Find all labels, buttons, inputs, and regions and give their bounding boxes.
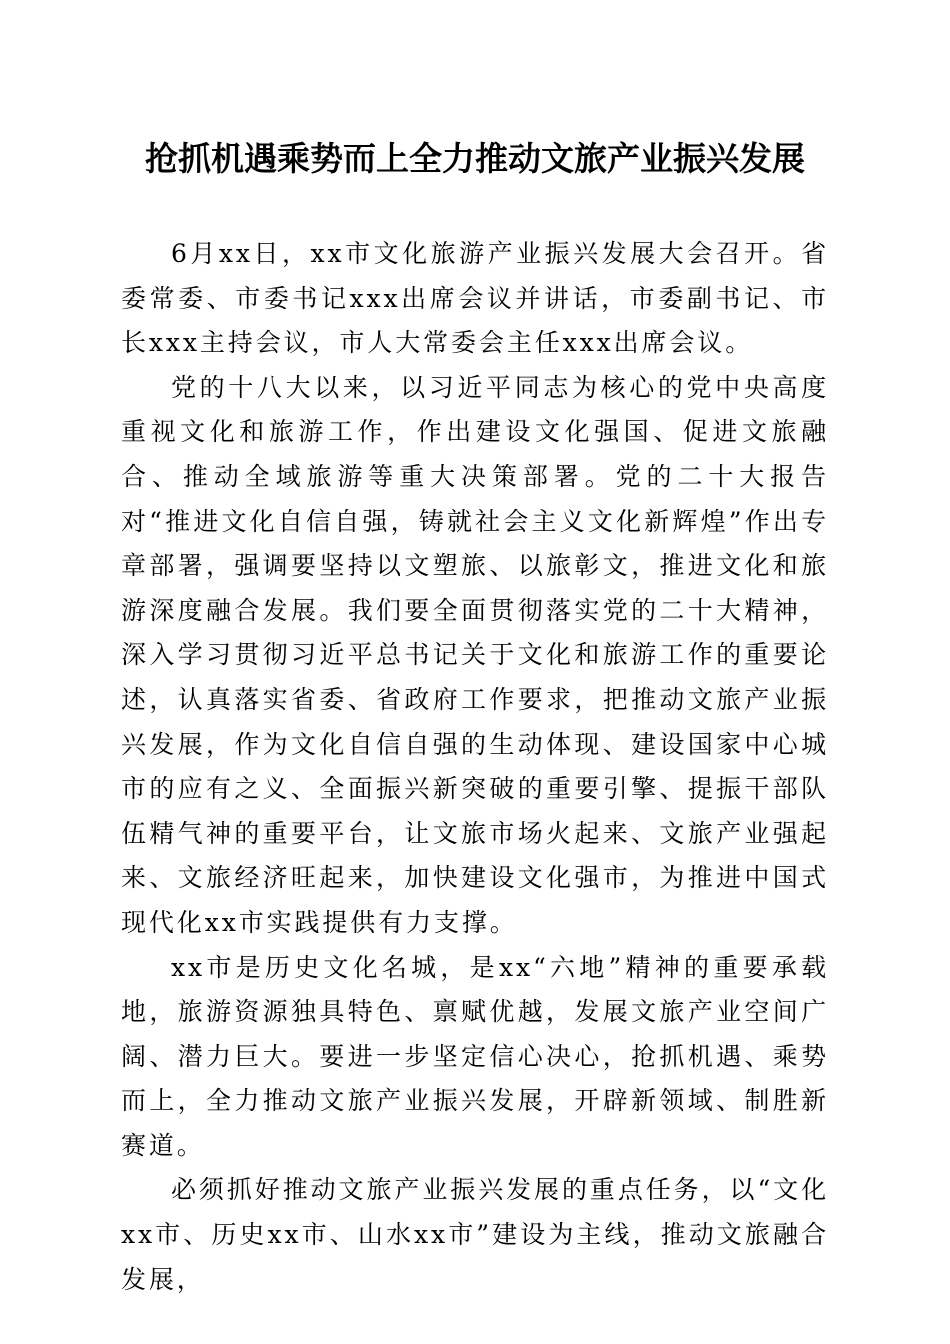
paragraph: 党的十八大以来，以习近平同志为核心的党中央高度重视文化和旅游工作，作出建设文化强国、促进文旅融合、推动全域旅游等重大决策部署。党的二十大报告对“推进文化自信自强，铸就社会主义文化新辉煌”作出专章部署，强调要坚持以文塑旅、以旅彰文，推进文化和旅游深度融合发展。我们要全面贯彻落实党的二十大精神，深入学习贯彻习近平总书记关于文化和旅游工作的重要论述，认真落实省委、省政府工作要求，把推动文旅产业振兴发展，作为文化自信自强的生动体现、建设国家中心城市的应有之义、全面振兴新突破的重要引擎、提振干部队伍精气神的重要平台，让文旅市场火起来、文旅产业强起来、文旅经济旺起来，加快建设文化强市，为推进中国式现代化xx市实践提供有力支撑。: [121, 372, 829, 937]
document-body: [121, 232, 829, 1302]
paragraph: 6月xx日，xx市文化旅游产业振兴发展大会召开。省委常委、市委书记xxx出席会议并讲话，市委副书记、市长xxx主持会议，市人大常委会主任xxx出席会议。: [121, 239, 829, 358]
paragraph: xx市是历史文化名城，是xx“六地”精神的重要承载地，旅游资源独具特色、禀赋优越，发展文旅产业空间广阔、潜力巨大。要进一步坚定信心决心，抢抓机遇、乘势而上，全力推动文旅产业振兴发展，开辟新领域、制胜新赛道。: [121, 952, 829, 1160]
paragraph: 必须抓好推动文旅产业振兴发展的重点任务，以“文化xx市、历史xx市、山水xx市”建设为主线，推动文旅融合发展，: [121, 1175, 829, 1294]
document-title: 抢抓机遇乘势而上全力推动文旅产业振兴发展: [145, 139, 805, 178]
